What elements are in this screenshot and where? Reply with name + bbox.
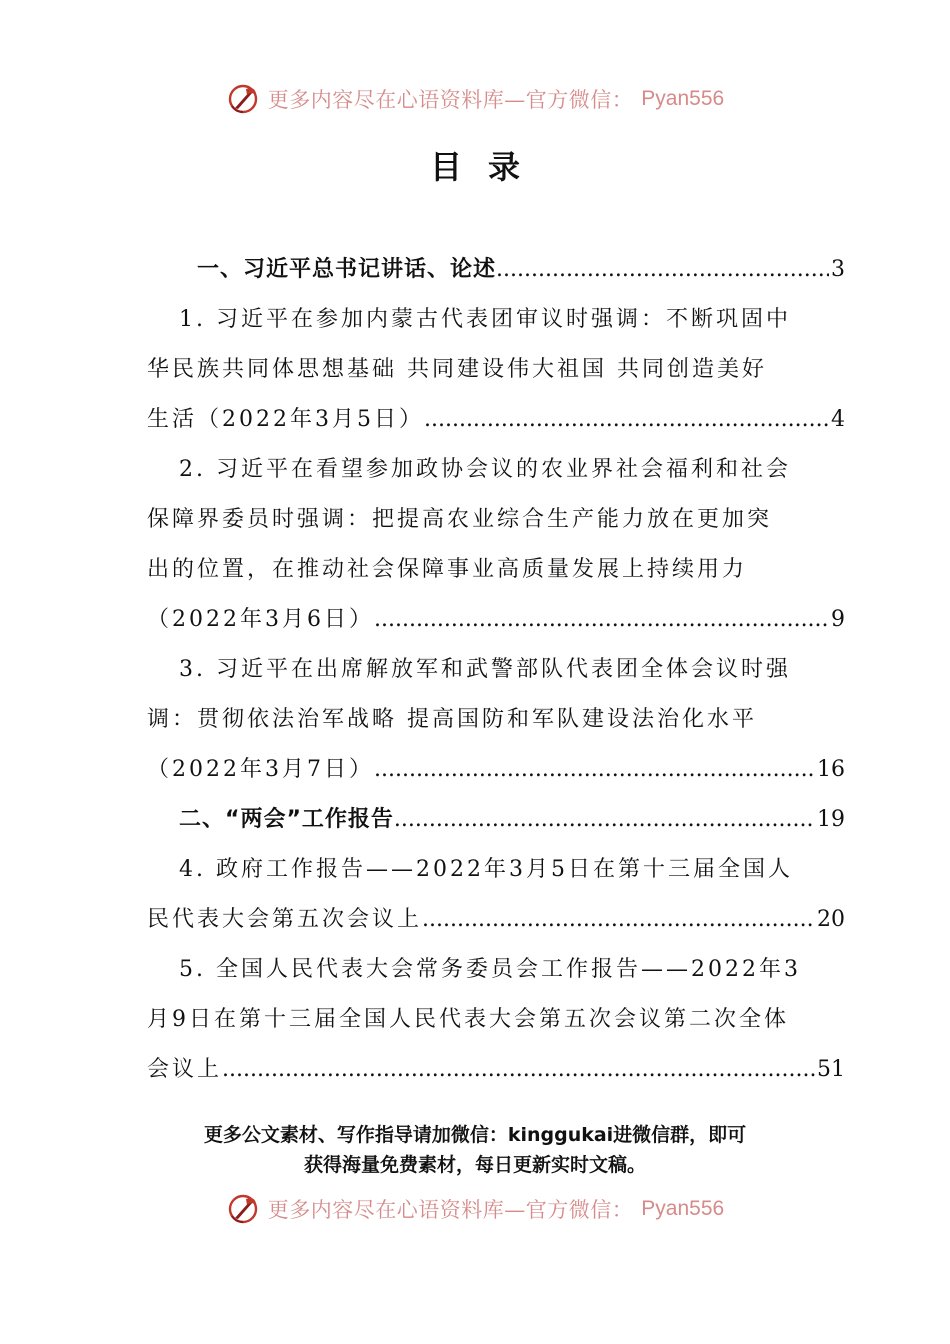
toc-item-line[interactable]: 4. 政府工作报告——2022年3月5日在第十三届全国人: [179, 857, 793, 882]
toc-item-line[interactable]: [147, 745, 845, 795]
toc-page-number: 9: [831, 607, 845, 632]
watermark-text: 更多内容尽在心语资料库—官方微信：: [267, 88, 634, 112]
quill-pen-logo-icon: [226, 1192, 260, 1226]
table-of-contents: [147, 245, 845, 1095]
page-title: 目录: [429, 148, 546, 186]
promo-line-2: 获得海量免费素材，每日更新实时文稿。: [303, 1154, 646, 1176]
watermark-footer: [0, 1192, 950, 1226]
promo-line-1: 更多公文素材、写作指导请加微信：kinggukai进微信群，即可: [203, 1124, 747, 1146]
toc-page-number: 51: [817, 1057, 845, 1082]
toc-heading[interactable]: [147, 245, 845, 295]
toc-page-number: 16: [817, 757, 845, 782]
toc-item-line[interactable]: 1. 习近平在参加内蒙古代表团审议时强调：不断巩固中: [179, 307, 791, 332]
toc-item-line[interactable]: [147, 895, 845, 945]
toc-item-line[interactable]: [147, 1045, 845, 1095]
toc-page-number: 19: [817, 807, 845, 832]
toc-item-line[interactable]: 月9日在第十三届全国人民代表大会第五次会议第二次全体: [147, 1007, 789, 1032]
toc-page-number: 3: [831, 257, 845, 282]
toc-item-line[interactable]: 保障界委员时强调：把提高农业综合生产能力放在更加突: [147, 507, 773, 532]
watermark-text: 更多内容尽在心语资料库—官方微信：: [267, 1198, 634, 1222]
watermark-wechat-id: Pyan556: [641, 87, 725, 110]
toc-leader-dots: [496, 245, 829, 295]
toc-item-line[interactable]: 5. 全国人民代表大会常务委员会工作报告——2022年3: [179, 957, 801, 982]
toc-item-text: （2022年3月7日）: [147, 757, 374, 782]
toc-leader-dots: [374, 595, 829, 645]
toc-leader-dots: [394, 795, 815, 845]
toc-heading[interactable]: [147, 795, 845, 845]
toc-item-text: 会议上: [147, 1057, 223, 1082]
toc-page-number: 4: [831, 407, 845, 432]
toc-item-text: 民代表大会第五次会议上: [147, 907, 423, 932]
toc-leader-dots: [424, 395, 829, 445]
toc-item-line[interactable]: 出的位置，在推动社会保障事业高质量发展上持续用力: [147, 557, 748, 582]
toc-item-line[interactable]: [147, 595, 845, 645]
toc-item-line[interactable]: 调：贯彻依法治军战略 提高国防和军队建设法治化水平: [147, 707, 757, 732]
watermark-wechat-id: Pyan556: [641, 1197, 725, 1220]
quill-pen-logo-icon: [226, 82, 260, 116]
promo-notice: [0, 1120, 950, 1180]
toc-item-line[interactable]: [147, 395, 845, 445]
toc-leader-dots: [422, 895, 815, 945]
toc-item-line[interactable]: 华民族共同体思想基础 共同建设伟大祖国 共同创造美好: [147, 357, 767, 382]
toc-page-number: 20: [817, 907, 845, 932]
toc-item-text: 生活（2022年3月5日）: [147, 407, 424, 432]
toc-item-text: （2022年3月6日）: [147, 607, 374, 632]
watermark-header: [0, 82, 950, 116]
toc-leader-dots: [222, 1045, 815, 1095]
toc-item-line[interactable]: 3. 习近平在出席解放军和武警部队代表团全体会议时强: [179, 657, 791, 682]
toc-item-line[interactable]: 2. 习近平在看望参加政协会议的农业界社会福利和社会: [179, 457, 791, 482]
toc-heading-text: 二、“两会”工作报告: [179, 807, 394, 832]
toc-heading-text: 一、习近平总书记讲话、论述: [197, 257, 497, 282]
toc-leader-dots: [374, 745, 815, 795]
